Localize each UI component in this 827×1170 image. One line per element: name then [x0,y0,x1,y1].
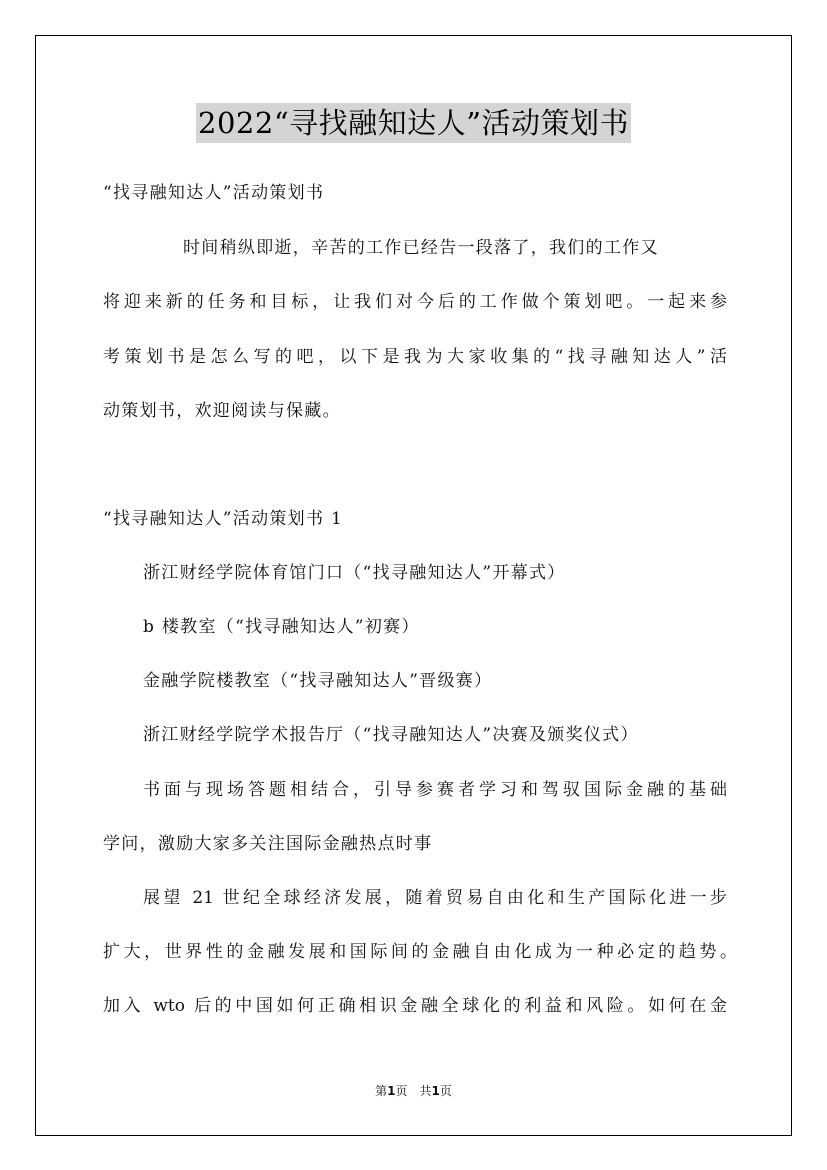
paragraph-1-line-2: 学问，激励大家多关注国际金融热点时事 [103,834,433,854]
footer-page-number: 1 [387,1084,396,1098]
paragraph-2-line-2: 扩大，世界性的金融发展和国际间的金融自由化成为一种必定的趋势。 [103,942,737,962]
venue-promotion: 金融学院楼教室（“找寻融知达人”晋级赛） [143,671,493,691]
footer-total-prefix: 共 [419,1084,432,1098]
venue-final: 浙江财经学院学术报告厅（“找寻融知达人”决赛及颁奖仪式） [143,725,639,745]
footer-page-suffix: 页 [395,1084,408,1098]
title-container [0,103,827,143]
footer-total-suffix: 页 [439,1084,452,1098]
intro-line-2: 将迎来新的任务和目标，让我们对今后的工作做个策划吧。一起来参 [103,292,727,312]
venue-opening: 浙江财经学院体育馆门口（“找寻融知达人”开幕式） [143,563,566,583]
venue-preliminary: b 楼教室（“找寻融知达人”初赛） [143,617,420,637]
section-title: “找寻融知达人”活动策划书 1 [103,509,344,529]
document-subtitle: “找寻融知达人”活动策划书 [103,183,325,203]
intro-line-4: 动策划书，欢迎阅读与保藏。 [103,401,341,421]
paragraph-2-line-1: 展望 21 世纪全球经济发展，随着贸易自由化和生产国际化进一步 [143,888,727,908]
footer-page-prefix: 第 [375,1084,388,1098]
paragraph-2-line-3: 加入 wto 后的中国如何正确相识金融全球化的利益和风险。如何在金 [103,996,727,1016]
page-footer [0,1083,827,1099]
intro-line-3: 考策划书是怎么写的吧，以下是我为大家收集的“找寻融知达人”活 [103,347,727,367]
document-title: 2022“寻找融知达人”活动策划书 [196,103,631,143]
paragraph-1-line-1: 书面与现场答题相结合，引导参赛者学习和驾驭国际金融的基础 [143,780,727,800]
footer-total-number: 1 [431,1084,440,1098]
intro-line-1: 时间稍纵即逝，辛苦的工作已经告一段落了，我们的工作又 [183,238,659,258]
